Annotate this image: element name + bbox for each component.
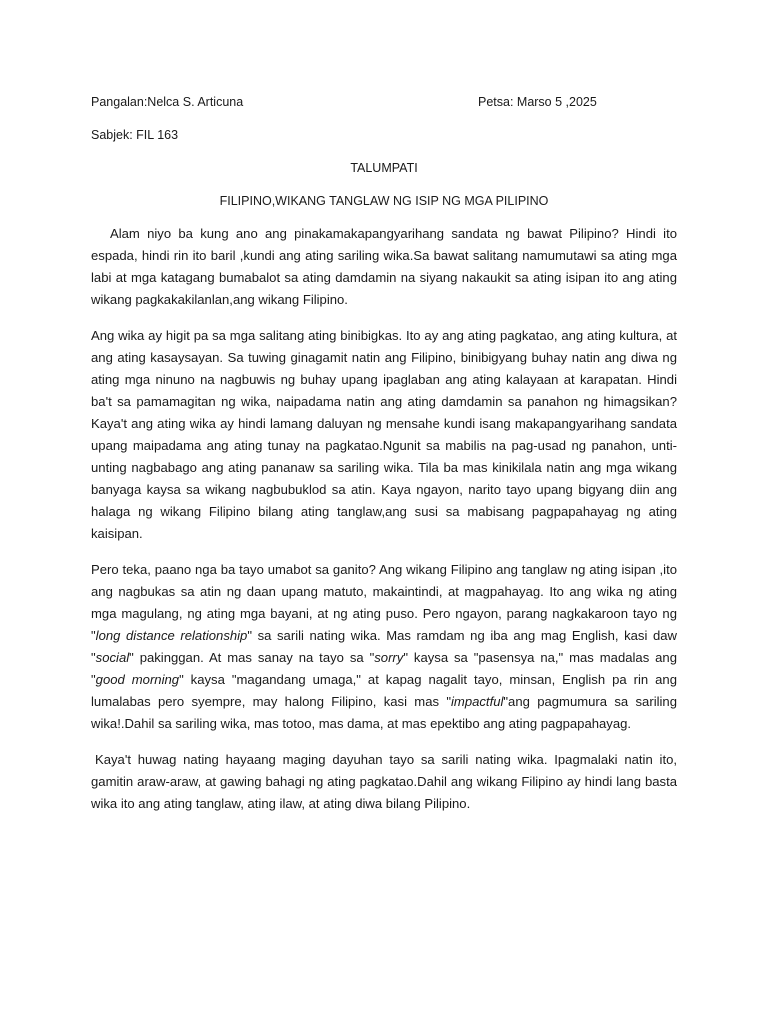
document-title: TALUMPATI — [350, 161, 418, 175]
paragraph-3-text-1: Pero teka, paano nga ba tayo umabot sa ganito? Ang wikang Filipino ang tanglaw ng ating isipan ,ito ang nagbukas sa atin ng daan upang matuto, makaintindi, at magpahayag. Ito ang wika ng ating mga magulang, ng ating mga bayani, at ng ating puso. Pero ngayon, parang nagkakaroon tayo ng " — [91, 562, 677, 643]
date-field: Petsa: Marso 5 ,2025 — [478, 95, 597, 109]
paragraph-2: Ang wika ay higit pa sa mga salitang ating binibigkas. Ito ay ang ating pagkatao, ang ating kultura, at ang ating kasaysayan. Sa tuwing ginagamit natin ang Filipino, binibigyang buhay natin ang diwa ng ating mga ninuno na nagbuwis ng buhay upang ipaglaban ang ating kalayaan at karapatan. Hindi ba't sa pamamagitan ng wika, naipadama natin ang ating damdamin sa panahon ng himagsikan? Kaya't ang ating wika ay hindi lamang daluyan ng mensahe kundi isang makapangyarihang sandata upang maipadama ang ating tunay na pagkatao.Ngunit sa mabilis na pag-usad ng panahon, unti-unting nagbabago ang ating pananaw sa sariling wika. Tila ba mas kinikilala natin ang mga wikang banyaga kaysa sa wikang nagbubuklod sa atin. Kaya ngayon, narito tayo upang bigyang diin ang halaga ng wikang Filipino bilang ating tanglaw,ang susi sa mabisang pagpapahayag ng ating kaisipan. — [91, 328, 677, 541]
paragraph-4: Kaya't huwag nating hayaang maging dayuhan tayo sa sarili nating wika. Ipagmalaki natin ito, gamitin araw-araw, at gawing bahagi ng ating pagkatao.Dahil ang wikang Filipino ay hindi lang basta wika ito ang ating tanglaw, ating ilaw, at ating diwa bilang Pilipino. — [91, 752, 677, 811]
paragraph-3 — [91, 559, 677, 735]
italic-phrase-3: sorry — [374, 650, 404, 665]
speech-body — [91, 223, 677, 829]
italic-phrase-5: impactful — [451, 694, 504, 709]
italic-phrase-2: social — [95, 650, 130, 665]
name-field: Pangalan:Nelca S. Articuna — [91, 95, 244, 109]
paragraph-3-text-4: " kaysa sa "pasensya na," mas madalas ang " — [91, 650, 677, 687]
italic-phrase-4: good morning — [95, 672, 180, 687]
paragraph-3-text-5: " kaysa "magandang umaga," at kapag nagalit tayo, minsan, English pa rin ang lumalabas pero syempre, may halong Filipino, kasi mas " — [91, 672, 677, 709]
paragraph-3-text-3: " pakinggan. At mas sanay na tayo sa " — [129, 650, 375, 665]
subject-field: Sabjek: FIL 163 — [91, 128, 179, 142]
paragraph-1: Alam niyo ba kung ano ang pinakamakapangyarihang sandata ng bawat Pilipino? Hindi ito espada, hindi rin ito baril ,kundi ang ating sariling wika.Sa bawat salitang namumutawi sa ating mga labi at mga katagang bumabalot sa ating damdamin na siyang nakaukit sa ating isipan ito ang ating wikang pagkakakilanlan,ang wikang Filipino. — [91, 226, 677, 307]
speech-title: FILIPINO,WIKANG TANGLAW NG ISIP NG MGA PILIPINO — [219, 194, 549, 208]
paragraph-3-text-2: " sa sarili nating wika. Mas ramdam ng iba ang mag English, kasi daw " — [91, 628, 677, 665]
paragraph-3-text-6: "ang pagmumura sa sariling wika!.Dahil sa sariling wika, mas totoo, mas dama, at mas epektibo ang ating pagpapahayag. — [91, 694, 677, 731]
italic-phrase-1: long distance relationship — [95, 628, 248, 643]
